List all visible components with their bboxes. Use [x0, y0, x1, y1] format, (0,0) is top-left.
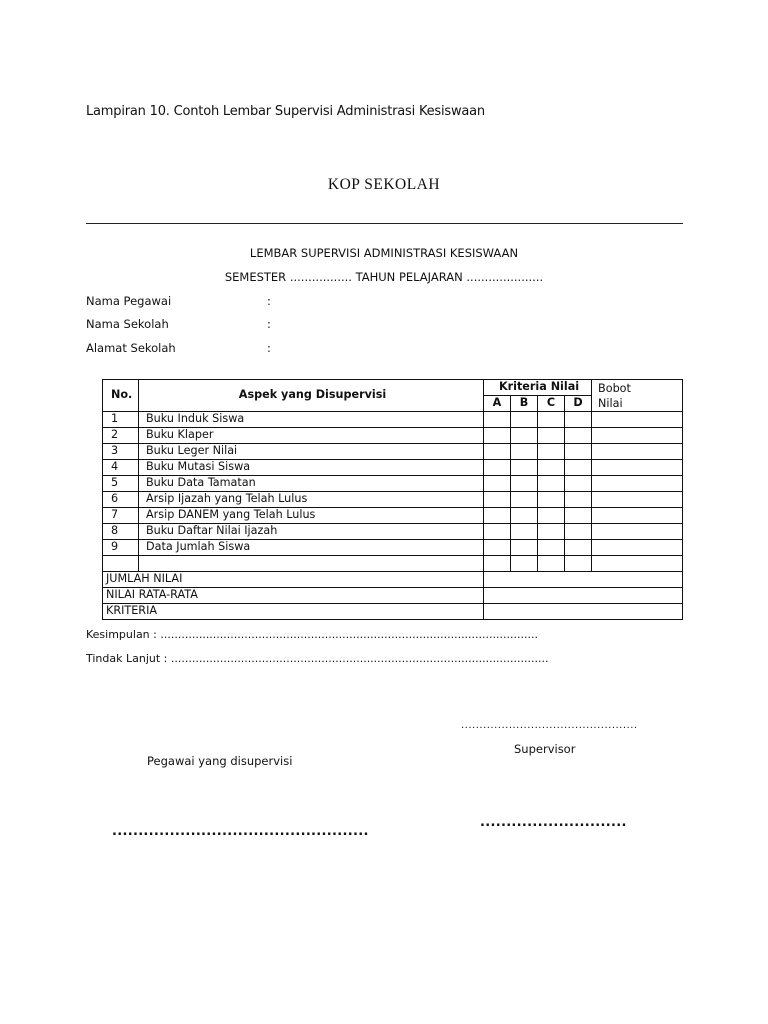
- row-aspek: Buku Data Tamatan: [139, 476, 484, 492]
- cell-c[interactable]: [538, 444, 565, 460]
- cell-a[interactable]: [484, 508, 511, 524]
- summary-label-kriteria: KRITERIA: [103, 604, 484, 620]
- header-no: No.: [103, 380, 139, 412]
- table-row: [103, 460, 683, 476]
- table-row: [103, 540, 683, 556]
- summary-value-rata[interactable]: [484, 588, 683, 604]
- row-number: 7: [103, 508, 139, 524]
- kesimpulan-line: Kesimpulan : ............................................................................................................: [86, 628, 538, 641]
- field-label-alamat-sekolah: Alamat Sekolah: [86, 341, 176, 355]
- cell-b[interactable]: [511, 460, 538, 476]
- cell-bobot[interactable]: [592, 428, 683, 444]
- table-header-row: [103, 380, 683, 396]
- cell-c[interactable]: [538, 460, 565, 476]
- cell-a[interactable]: [484, 492, 511, 508]
- cell-d[interactable]: [565, 412, 592, 428]
- table-row: [103, 412, 683, 428]
- row-number: 9: [103, 540, 139, 556]
- row-aspek: Buku Daftar Nilai Ijazah: [139, 524, 484, 540]
- row-number: 8: [103, 524, 139, 540]
- row-number: [103, 556, 139, 572]
- table-row-empty: [103, 556, 683, 572]
- summary-value-kriteria[interactable]: [484, 604, 683, 620]
- cell-c[interactable]: [538, 492, 565, 508]
- cell-bobot[interactable]: [592, 492, 683, 508]
- field-label-nama-pegawai: Nama Pegawai: [86, 294, 172, 308]
- criteria-d: D: [565, 396, 592, 412]
- table-row: [103, 428, 683, 444]
- cell-bobot[interactable]: [592, 476, 683, 492]
- cell-d[interactable]: [565, 460, 592, 476]
- header-bobot-line2: Nilai: [598, 397, 623, 410]
- cell-c[interactable]: [538, 524, 565, 540]
- cell-d[interactable]: [565, 492, 592, 508]
- field-label-nama-sekolah: Nama Sekolah: [86, 317, 169, 331]
- header-kriteria: Kriteria Nilai: [484, 380, 592, 396]
- row-number: 6: [103, 492, 139, 508]
- supervisor-label: Supervisor: [514, 742, 576, 756]
- cell-d[interactable]: [565, 540, 592, 556]
- cell-b[interactable]: [511, 428, 538, 444]
- cell-d[interactable]: [565, 524, 592, 540]
- cell-b[interactable]: [511, 444, 538, 460]
- pegawai-signature-line: .................................................: [112, 824, 369, 839]
- field-colon: :: [267, 294, 271, 308]
- row-number: 5: [103, 476, 139, 492]
- pegawai-label: Pegawai yang disupervisi: [147, 754, 293, 768]
- semester-line: SEMESTER ................. TAHUN PELAJARAN .....................: [224, 270, 544, 284]
- cell-a[interactable]: [484, 428, 511, 444]
- cell-bobot[interactable]: [592, 524, 683, 540]
- cell-b[interactable]: [511, 524, 538, 540]
- cell-a[interactable]: [484, 524, 511, 540]
- cell-c[interactable]: [538, 508, 565, 524]
- cell-c[interactable]: [538, 428, 565, 444]
- row-number: 3: [103, 444, 139, 460]
- supervision-table: [102, 379, 683, 620]
- row-aspek: Arsip Ijazah yang Telah Lulus: [139, 492, 484, 508]
- cell-b[interactable]: [511, 476, 538, 492]
- row-aspek: Buku Klaper: [139, 428, 484, 444]
- cell-bobot[interactable]: [592, 444, 683, 460]
- letterhead-title: KOP SEKOLAH: [327, 176, 441, 193]
- row-aspek: Arsip DANEM yang Telah Lulus: [139, 508, 484, 524]
- attachment-caption: Lampiran 10. Contoh Lembar Supervisi Administrasi Kesiswaan: [86, 104, 485, 119]
- cell-b[interactable]: [511, 412, 538, 428]
- table-row: [103, 508, 683, 524]
- header-aspek: Aspek yang Disupervisi: [139, 380, 484, 412]
- row-number: 2: [103, 428, 139, 444]
- summary-value-jumlah[interactable]: [484, 572, 683, 588]
- cell-bobot[interactable]: [592, 540, 683, 556]
- supervisor-signature-line: ............................: [480, 815, 627, 830]
- field-colon: :: [267, 317, 271, 331]
- header-bobot-line1: Bobot: [598, 382, 631, 395]
- criteria-b: B: [511, 396, 538, 412]
- summary-row-rata: [103, 588, 683, 604]
- cell-c[interactable]: [538, 556, 565, 572]
- cell-c[interactable]: [538, 476, 565, 492]
- field-colon: :: [267, 341, 271, 355]
- criteria-c: C: [538, 396, 565, 412]
- row-aspek: Buku Mutasi Siswa: [139, 460, 484, 476]
- row-aspek: Buku Leger Nilai: [139, 444, 484, 460]
- cell-c[interactable]: [538, 540, 565, 556]
- header-bobot: [592, 380, 683, 412]
- cell-bobot[interactable]: [592, 412, 683, 428]
- cell-a[interactable]: [484, 556, 511, 572]
- row-aspek[interactable]: [139, 556, 484, 572]
- summary-label-jumlah: JUMLAH NILAI: [103, 572, 484, 588]
- cell-b[interactable]: [511, 508, 538, 524]
- cell-a[interactable]: [484, 460, 511, 476]
- table-row: [103, 476, 683, 492]
- supervisor-date-line: ................................................: [461, 720, 638, 731]
- summary-row-jumlah: [103, 572, 683, 588]
- cell-bobot[interactable]: [592, 460, 683, 476]
- table-row: [103, 492, 683, 508]
- row-number: 4: [103, 460, 139, 476]
- cell-a[interactable]: [484, 476, 511, 492]
- form-title: LEMBAR SUPERVISI ADMINISTRASI KESISWAAN: [249, 246, 519, 260]
- cell-d[interactable]: [565, 428, 592, 444]
- cell-b[interactable]: [511, 540, 538, 556]
- cell-a[interactable]: [484, 412, 511, 428]
- letterhead-divider: [86, 223, 683, 224]
- summary-label-rata: NILAI RATA-RATA: [103, 588, 484, 604]
- table-row: [103, 524, 683, 540]
- cell-bobot[interactable]: [592, 508, 683, 524]
- table-row: [103, 444, 683, 460]
- row-number: 1: [103, 412, 139, 428]
- cell-c[interactable]: [538, 412, 565, 428]
- summary-row-kriteria: [103, 604, 683, 620]
- cell-b[interactable]: [511, 556, 538, 572]
- cell-d[interactable]: [565, 476, 592, 492]
- row-aspek: Buku Induk Siswa: [139, 412, 484, 428]
- cell-a[interactable]: [484, 444, 511, 460]
- cell-a[interactable]: [484, 540, 511, 556]
- criteria-a: A: [484, 396, 511, 412]
- cell-d[interactable]: [565, 444, 592, 460]
- cell-b[interactable]: [511, 492, 538, 508]
- cell-d[interactable]: [565, 508, 592, 524]
- cell-d[interactable]: [565, 556, 592, 572]
- tindak-lanjut-line: Tindak Lanjut : ............................................................................................................: [86, 652, 549, 665]
- row-aspek: Data Jumlah Siswa: [139, 540, 484, 556]
- cell-bobot[interactable]: [592, 556, 683, 572]
